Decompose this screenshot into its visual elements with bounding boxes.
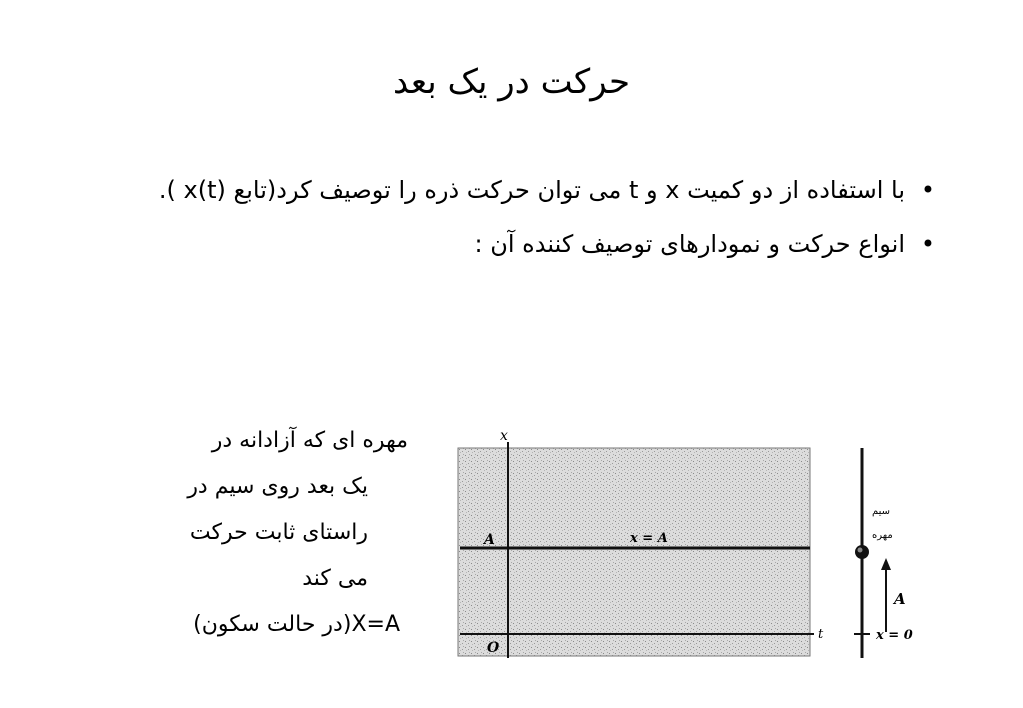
position-time-figure	[452, 424, 952, 668]
bullet-item	[73, 222, 935, 266]
figure-svg	[452, 424, 952, 664]
bead	[855, 545, 869, 559]
line-label: x = A	[630, 531, 668, 546]
bead-highlight	[858, 548, 863, 553]
bead-label: مهره	[872, 530, 893, 541]
zero-label: x = 0	[876, 628, 913, 643]
level-label: A	[484, 532, 495, 548]
bullet-list	[73, 168, 935, 276]
bullet-text: انواع حرکت و نمودارهای توصیف کننده آن :	[474, 230, 905, 258]
t-axis-label: t	[818, 627, 824, 642]
caption-line: می کند	[302, 566, 368, 591]
caption-line: یک بعد روی سیم در	[187, 474, 368, 499]
slide-title: حرکت در یک بعد	[393, 62, 630, 102]
origin-label: O	[487, 640, 500, 656]
figure-caption	[120, 418, 420, 648]
bullet-dot: •	[920, 176, 935, 204]
wire-label: سیم	[872, 506, 891, 517]
arrow-label: A	[894, 590, 906, 608]
arrow-head	[881, 558, 891, 570]
bullet-text: با استفاده از دو کمیت x و t می توان حرکت ذره را توصیف کرد(تابع x(t) ).	[158, 176, 905, 204]
x-axis-label: x	[500, 428, 508, 444]
bullet-item	[73, 168, 935, 212]
caption-line: X=A(در حالت سکون)	[193, 612, 400, 637]
caption-line: راستای ثابت حرکت	[189, 520, 368, 545]
caption-line: مهره ای که آزادانه در	[211, 428, 408, 453]
bullet-dot: •	[920, 230, 935, 258]
plot-background	[458, 448, 810, 656]
